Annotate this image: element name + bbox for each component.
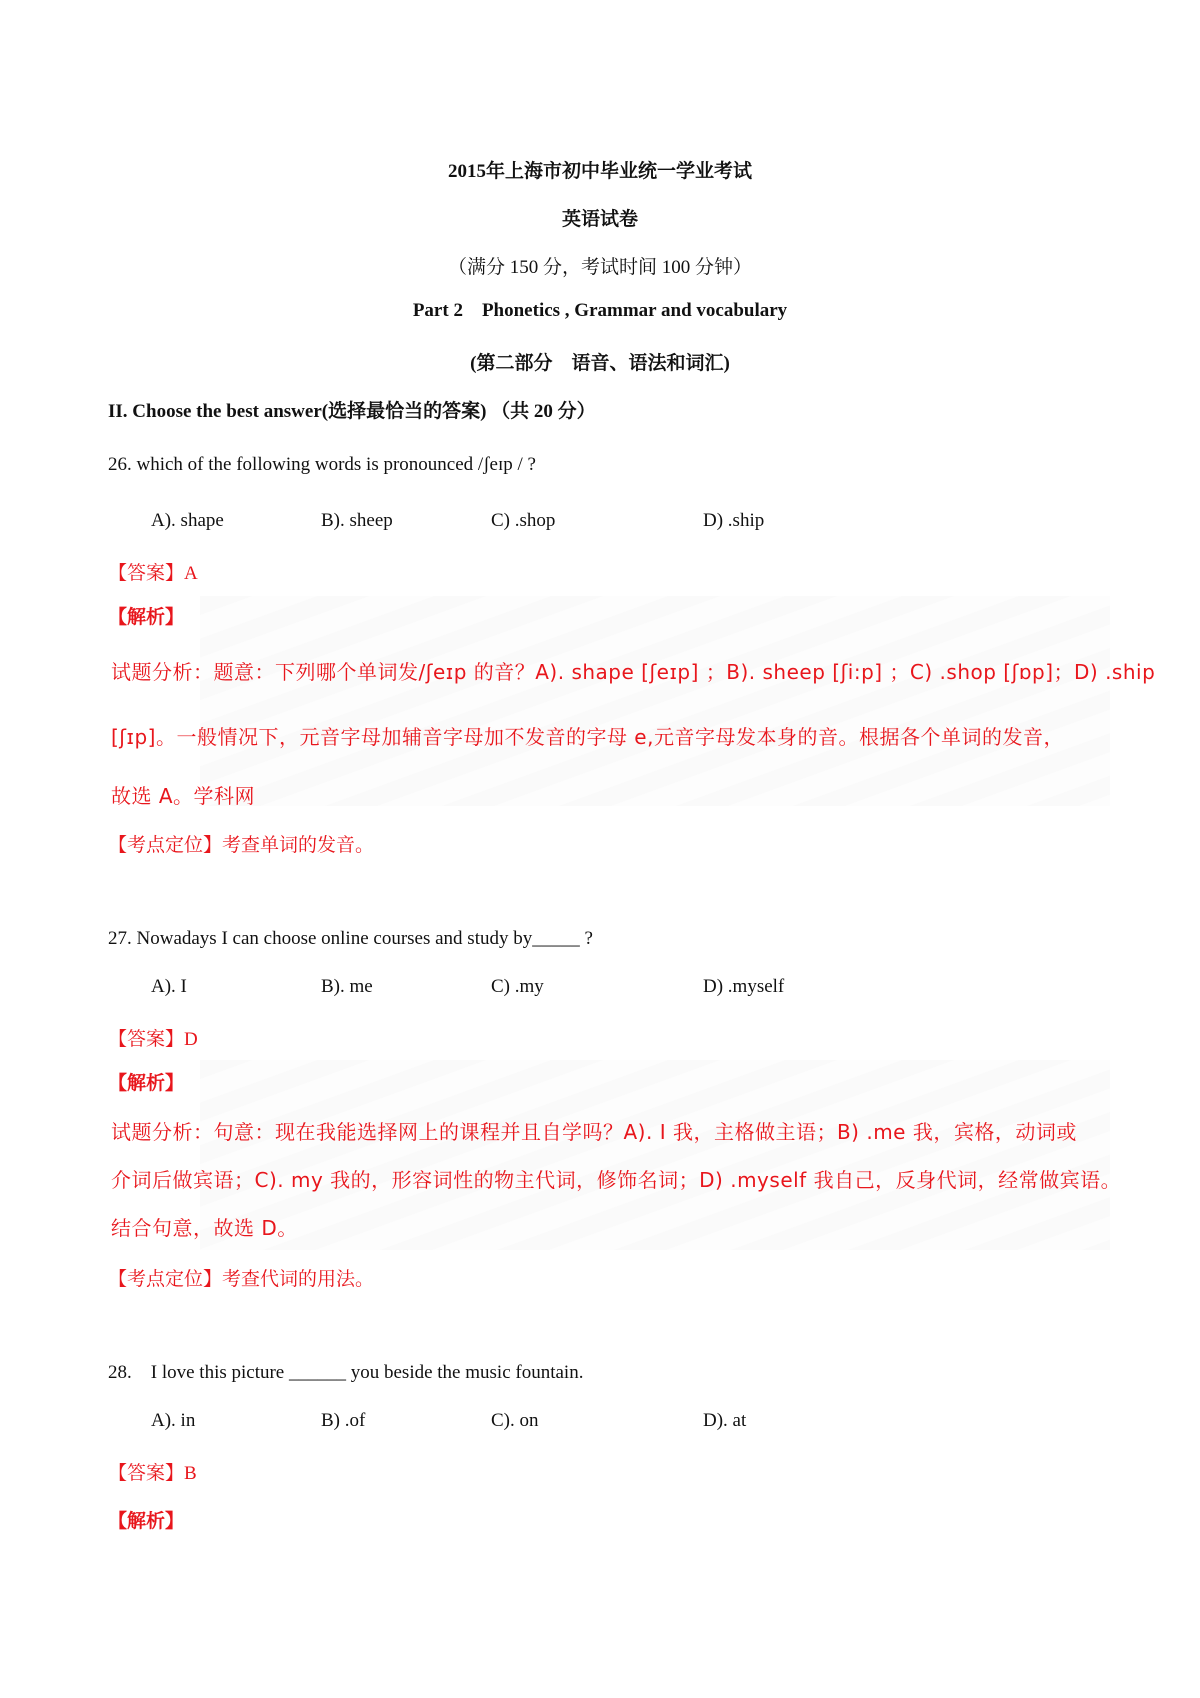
analysis-line: 结合句意，故选 D。 — [111, 1216, 298, 1240]
analysis-line: 介词后做宾语；C). my 我的，形容词性的物主代词，修饰名词；D) .myself 我自己，反身代词，经常做宾语。 — [111, 1168, 1122, 1192]
answer-label: 【答案】A — [108, 563, 198, 584]
watermark-band-1 — [200, 596, 1110, 806]
analysis-line: 试题分析：题意：下列哪个单词发/ʃeɪp 的音？A). shape [ʃeɪp] ；B). sheep [ʃi:p] ；C) .shop [ʃɒp]；D) .ship — [111, 660, 1156, 684]
option-c: C). on — [491, 1410, 539, 1431]
section-title: II. Choose the best answer(选择最恰当的答案) — [108, 401, 487, 422]
option-b: B) .of — [321, 1410, 366, 1431]
part-heading: Part 2 Phonetics , Grammar and vocabulary — [412, 300, 788, 321]
analysis-label: 【解析】 — [108, 1073, 185, 1094]
analysis-line: 试题分析：句意：现在我能选择网上的课程并且自学吗？A). I 我，主格做主语；B) .me 我，宾格，动词或 — [111, 1120, 1077, 1144]
option-a: A). in — [151, 1410, 196, 1431]
part-heading-cn: (第二部分 语音、语法和词汇) — [470, 353, 730, 374]
option-d: D) .myself — [703, 976, 785, 997]
analysis-label: 【解析】 — [108, 1511, 185, 1532]
option-a: A). shape — [151, 510, 224, 531]
option-a: A). I — [151, 976, 187, 997]
option-b: B). sheep — [321, 510, 393, 531]
analysis-label: 【解析】 — [108, 607, 185, 628]
watermark-band-2 — [200, 1060, 1110, 1250]
point-label: 【考点定位】考查代词的用法。 — [108, 1269, 375, 1290]
question-stem: 28. I love this picture ______ you beside the music fountain. — [108, 1362, 584, 1383]
option-d: D). at — [703, 1410, 747, 1431]
section-score: （共 20 分） — [491, 401, 596, 422]
exam-title: 2015年上海市初中毕业统一学业考试 — [447, 161, 752, 182]
option-d: D) .ship — [703, 510, 765, 531]
option-b: B). me — [321, 976, 373, 997]
exam-subject: 英语试卷 — [561, 209, 638, 230]
exam-info: （满分 150 分，考试时间 100 分钟） — [447, 257, 752, 278]
option-c: C) .my — [491, 976, 544, 997]
answer-label: 【答案】B — [108, 1463, 197, 1484]
section-heading — [108, 396, 596, 423]
analysis-line: 故选 A。学科网 — [111, 784, 256, 808]
question-stem: 27. Nowadays I can choose online courses and study by_____ ? — [108, 928, 593, 949]
option-c: C) .shop — [491, 510, 556, 531]
point-label: 【考点定位】考查单词的发音。 — [108, 835, 375, 856]
analysis-line: [ʃɪp]。一般情况下，元音字母加辅音字母加不发音的字母 e,元音字母发本身的音。根据各个单词的发音， — [111, 725, 1064, 749]
answer-label: 【答案】D — [108, 1029, 198, 1050]
question-stem: 26. which of the following words is pronounced /ʃeɪp / ? — [108, 454, 536, 475]
